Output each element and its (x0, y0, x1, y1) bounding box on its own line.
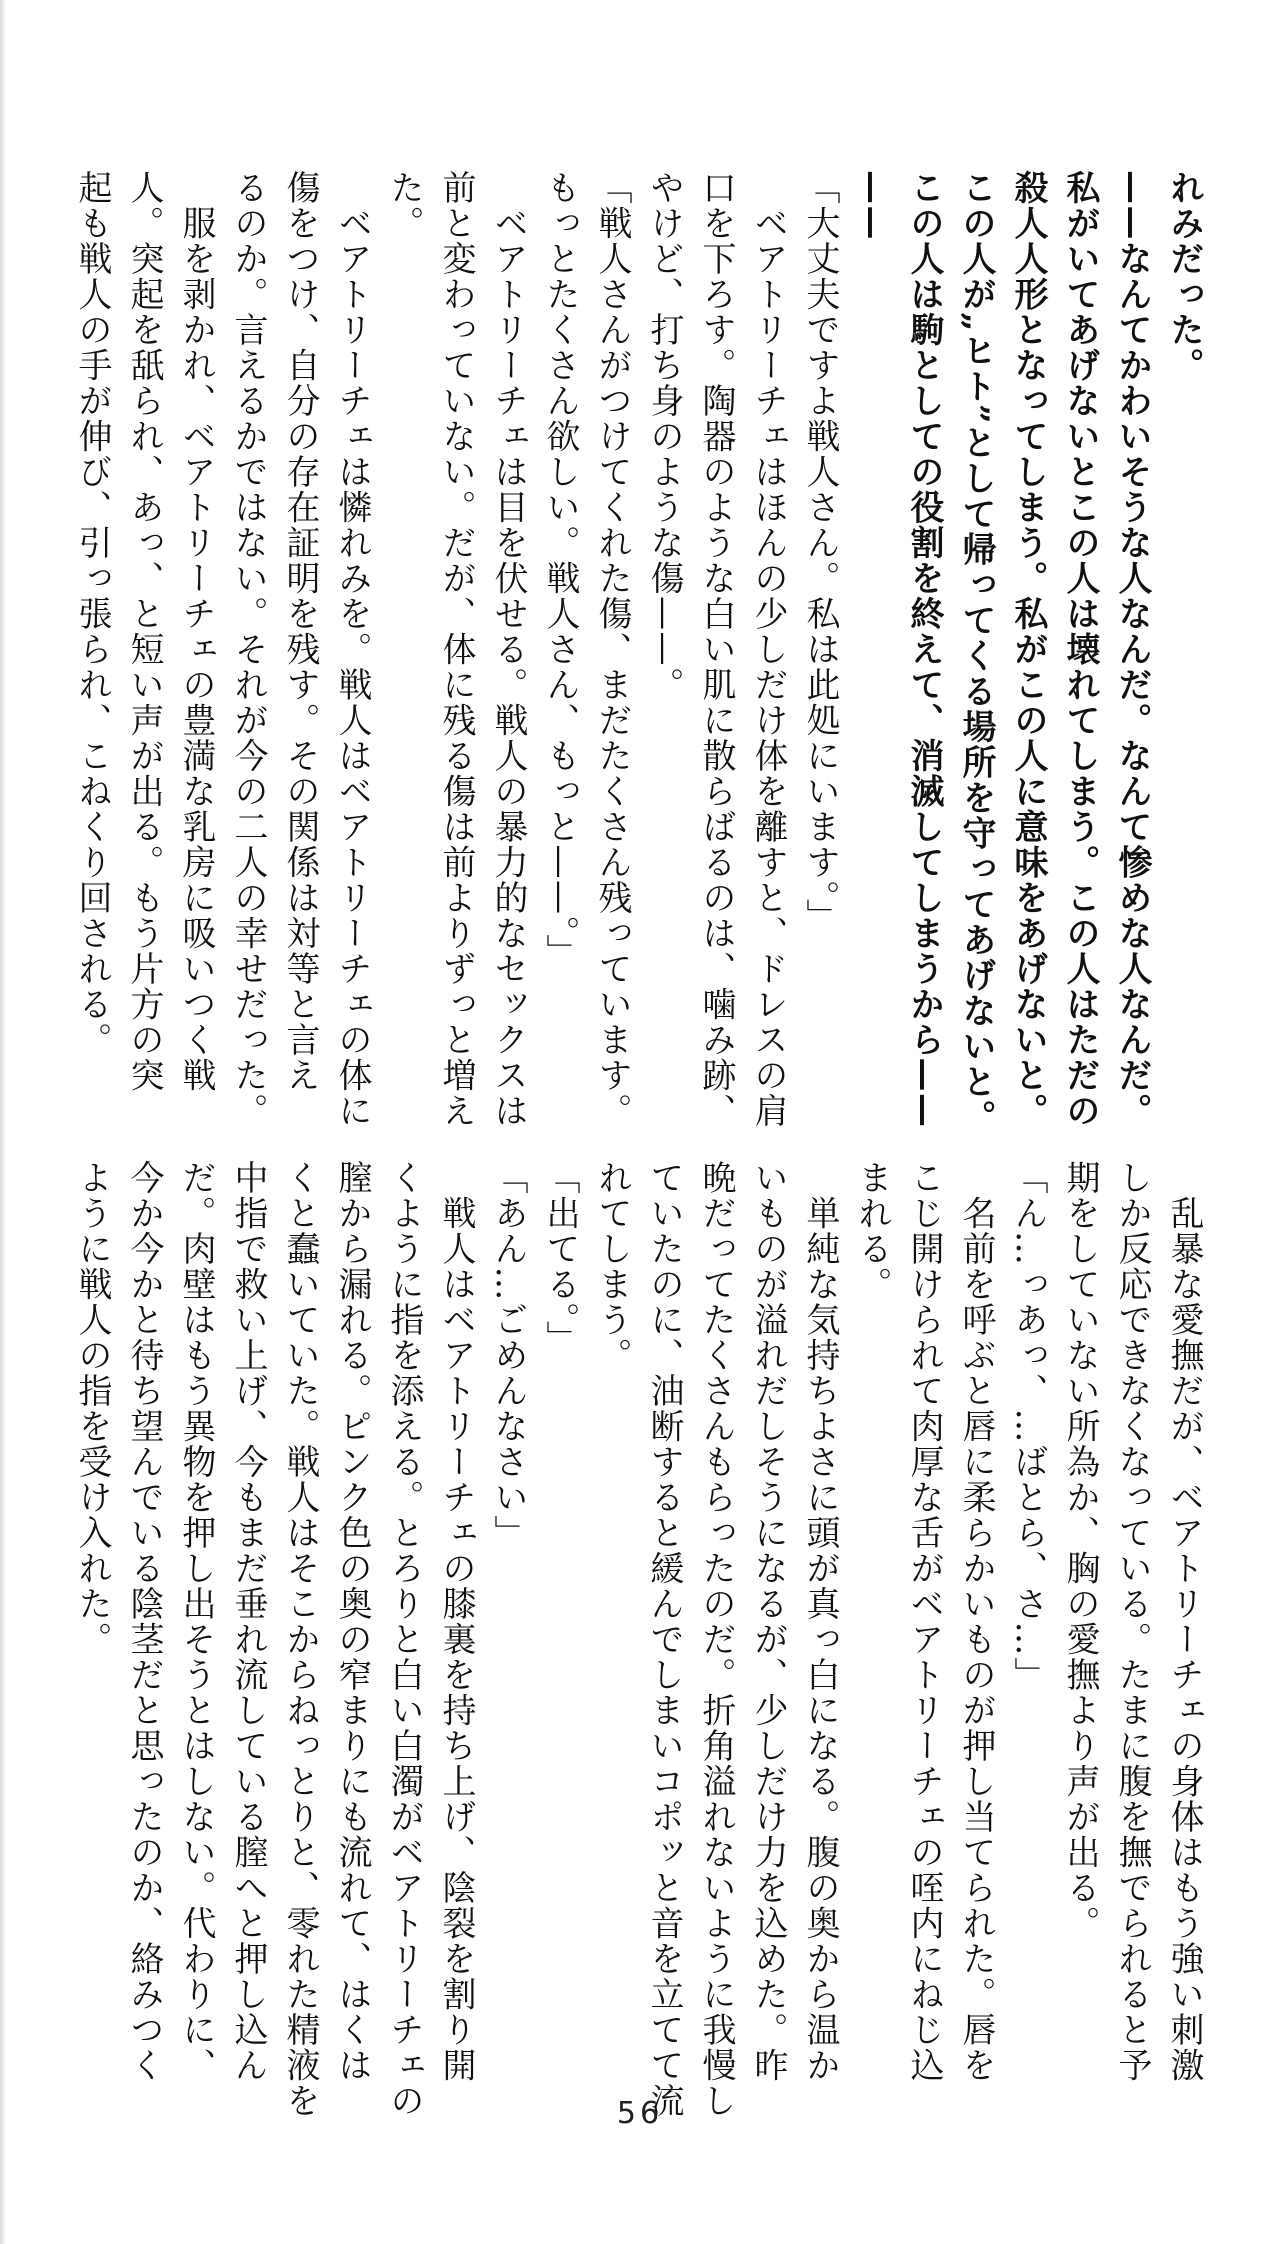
text-line: まれる。 (852, 1160, 892, 1302)
text-line: ベアトリーチェはほんの少しだけ体を離すと、ドレスの肩 (748, 170, 788, 1129)
text-line: れてしまう。 (592, 1160, 632, 1373)
text-line: 「戦人さんがつけてくれた傷、まだたくさん残っています。 (592, 170, 632, 1129)
text-line: 傷をつけ、自分の存在証明を残す。その関係は対等と言え (280, 170, 320, 1093)
text-line: ベアトリーチェは憐れみを。戦人はベアトリーチェの体に (332, 170, 372, 1129)
text-line: こじ開けられて肉厚な舌がベアトリーチェの咥内にねじ込 (904, 1160, 944, 2083)
text-line: 「あん…ごめんなさい」 (488, 1160, 528, 1551)
text-line: るのか。言えるかではない。それが今の二人の幸せだった。 (228, 170, 268, 1129)
text-line: 名前を呼ぶと唇に柔らかいものが押し当てられた。唇を (956, 1160, 996, 2083)
text-line: 中指で救い上げ、今もまだ垂れ流している膣へと押し込ん (228, 1160, 268, 2083)
text-line: いものが溢れだしそうになるが、少しだけ力を込めた。昨 (748, 1160, 788, 2083)
text-line: 起も戦人の手が伸び、引っ張られ、こねくり回される。 (72, 170, 112, 1058)
text-line: この人は駒としての役割を終えて、消滅してしまうから—— (904, 170, 944, 1129)
text-line: れみだった。 (1164, 170, 1204, 383)
text-line: だ。肉壁はもう異物を押し出そうとはしない。代わりに、 (176, 1160, 216, 2083)
page-number: 56 (616, 2096, 664, 2131)
text-line: 「出てる。」 (540, 1160, 580, 1356)
upper-text-block (72, 170, 1210, 1136)
text-line: 「ん…っあっ、…ばとら、さ…」 (1008, 1160, 1048, 1693)
text-line: しか反応できなくなっている。たまに腹を撫でられると予 (1112, 1160, 1152, 2083)
text-line: —— (852, 170, 892, 241)
text-line: 「大丈夫ですよ戦人さん。私は此処にいます。」 (800, 170, 840, 934)
text-line: もっとたくさん欲しい。戦人さん、もっと——。」 (540, 170, 580, 970)
text-line: ていたのに、油断すると緩んでしまいコポッと音を立てて流 (644, 1160, 684, 2119)
text-line: 単純な気持ちよさに頭が真っ白になる。腹の奥から温か (800, 1160, 840, 2083)
text-line: 殺人人形となってしまう。私がこの人に意味をあげないと。 (1008, 170, 1048, 1129)
text-line: 人。突起を舐られ、あっ、と短い声が出る。もう片方の突 (124, 170, 164, 1093)
text-line: 口を下ろす。陶器のような白い肌に散らばるのは、噛み跡、 (696, 170, 736, 1129)
text-line: 乱暴な愛撫だが、ベアトリーチェの身体はもう強い刺激 (1164, 1160, 1204, 2083)
text-line: 今か今かと待ち望んでいる陰茎だと思ったのか、絡みつく (124, 1160, 164, 2083)
text-line: 期をしていない所為か、胸の愛撫より声が出る。 (1060, 1160, 1100, 1941)
text-line: 前と変わっていない。だが、体に残る傷は前よりずっと増え (436, 170, 476, 1129)
text-line: ように戦人の指を受け入れた。 (72, 1160, 112, 1657)
text-line: た。 (384, 170, 424, 241)
text-line: ——なんてかわいそうな人なんだ。なんて惨めな人なんだ。 (1112, 170, 1152, 1129)
text-line: 膣から漏れる。ピンク色の奥の窄まりにも流れて、はくは (332, 1160, 372, 2083)
text-line: ベアトリーチェは目を伏せる。戦人の暴力的なセックスは (488, 170, 528, 1129)
text-line: くと蠢いていた。戦人はそこからねっとりと、零れた精液を (280, 1160, 320, 2119)
text-line: くように指を添える。とろりと白い白濁がベアトリーチェの (384, 1160, 424, 2119)
text-line: 服を剥かれ、ベアトリーチェの豊満な乳房に吸いつく戦 (176, 170, 216, 1093)
text-line: 私がいてあげないとこの人は壊れてしまう。この人はただの (1060, 170, 1100, 1129)
scan-edge-shadow (0, 0, 6, 2244)
text-line: この人が„ヒト”として帰ってくる場所を守ってあげないと。 (956, 170, 996, 1136)
text-line: 戦人はベアトリーチェの膝裏を持ち上げ、陰裂を割り開 (436, 1160, 476, 2083)
text-line: 晩だってたくさんもらったのだ。折角溢れないように我慢し (696, 1160, 736, 2119)
text-line: やけど、打ち身のような傷——。 (644, 170, 684, 703)
